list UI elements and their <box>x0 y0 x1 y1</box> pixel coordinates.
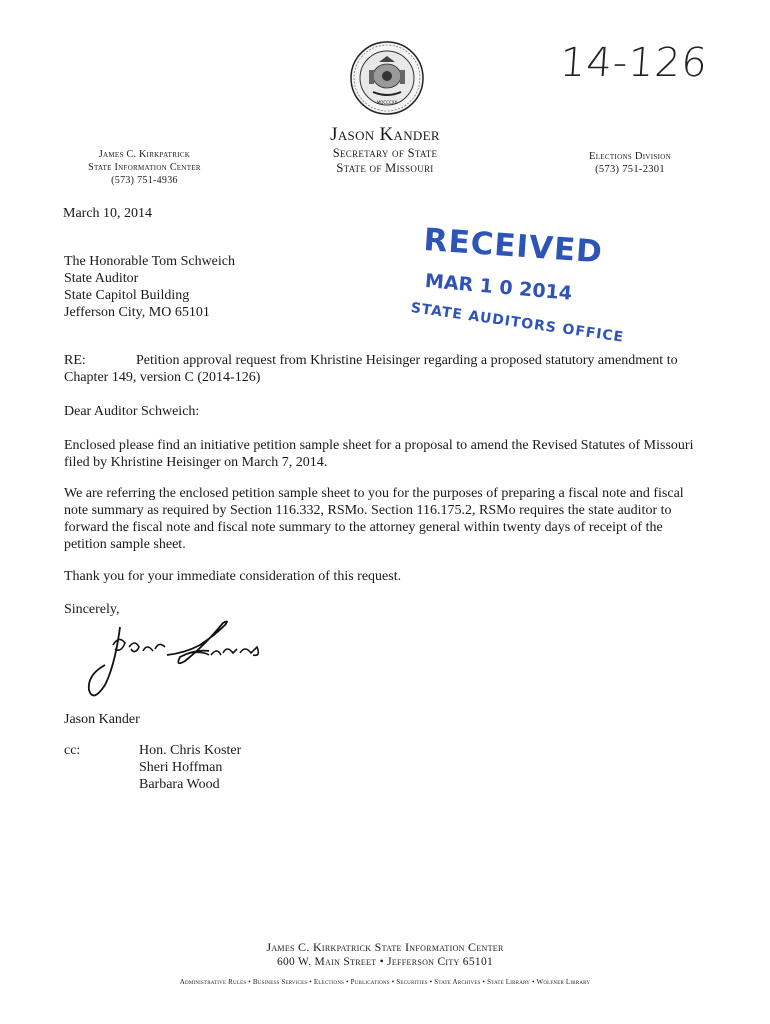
letter-date: March 10, 2014 <box>63 206 153 221</box>
recipient-line-1: The Honorable Tom Schweich <box>64 254 235 269</box>
letterhead-left <box>72 148 217 187</box>
info-center-title: State Information Center <box>88 162 201 173</box>
received-stamp <box>400 222 626 352</box>
svg-text:MDCCCXX: MDCCCXX <box>376 100 398 105</box>
stamp-date: MAR 1 0 2014 <box>424 270 573 305</box>
salutation: Dear Auditor Schweich: <box>64 404 200 419</box>
footer-address: 600 W. Main Street • Jefferson City 65101 <box>276 956 494 968</box>
secretary-title: Secretary of State <box>332 146 438 160</box>
re-line <box>64 352 714 386</box>
cc-label: cc: <box>64 743 81 758</box>
stamp-received: RECEIVED <box>422 222 604 271</box>
cc-name-1: Hon. Chris Koster <box>139 743 242 758</box>
recipient-line-2: State Auditor <box>64 271 139 286</box>
recipient-line-4: Jefferson City, MO 65101 <box>64 305 210 320</box>
info-center-director: James C. Kirkpatrick <box>98 149 191 160</box>
state-seal-icon <box>349 40 425 116</box>
cc-name-2: Sheri Hoffman <box>139 760 223 775</box>
signer-name: Jason Kander <box>64 712 140 727</box>
info-center-phone: (573) 751-4936 <box>111 175 178 186</box>
cc-name-3: Barbara Wood <box>139 777 220 792</box>
recipient-address <box>64 253 235 321</box>
letterhead-right <box>570 150 690 176</box>
paragraph-2: We are referring the enclosed petition sample sheet to you for the purposes of preparing a fiscal note and fiscal note summary as required by Section 116.332, RSMo. Section 116.175.2, RSMo requires the state auditor to forward the fiscal note and fiscal note summary to the attorney general within twenty days of receipt of the petition sample sheet. <box>64 486 684 552</box>
handwritten-signature <box>85 605 285 710</box>
paragraph-3: Thank you for your immediate consideration of this request. <box>64 569 402 584</box>
recipient-line-3: State Capitol Building <box>64 288 190 303</box>
footer-building: James C. Kirkpatrick State Information Center <box>266 940 504 954</box>
secretary-name: Jason Kander <box>330 124 440 145</box>
closing: Sincerely, <box>64 602 120 617</box>
state-name: State of Missouri <box>336 161 434 175</box>
document-number: 14-126 <box>558 40 710 86</box>
elections-division: Elections Division <box>589 151 671 162</box>
re-text: Petition approval request from Khristine Heisinger regarding a proposed statutory amendment to Chapter 149, version C (2014-126) <box>64 353 678 385</box>
footer-departments: Administrative Rules • Business Services • Elections • Publications • Securities • State Archives • State Library • Wolfner Library <box>179 978 591 986</box>
letterhead-center <box>300 124 470 176</box>
elections-phone: (573) 751-2301 <box>595 164 665 175</box>
stamp-office: STATE AUDITORS OFFICE <box>409 300 626 346</box>
re-label: RE: <box>64 353 86 368</box>
paragraph-1: Enclosed please find an initiative petition sample sheet for a proposal to amend the Revised Statutes of Missouri filed by Khristine Heisinger on March 7, 2014. <box>64 438 694 470</box>
